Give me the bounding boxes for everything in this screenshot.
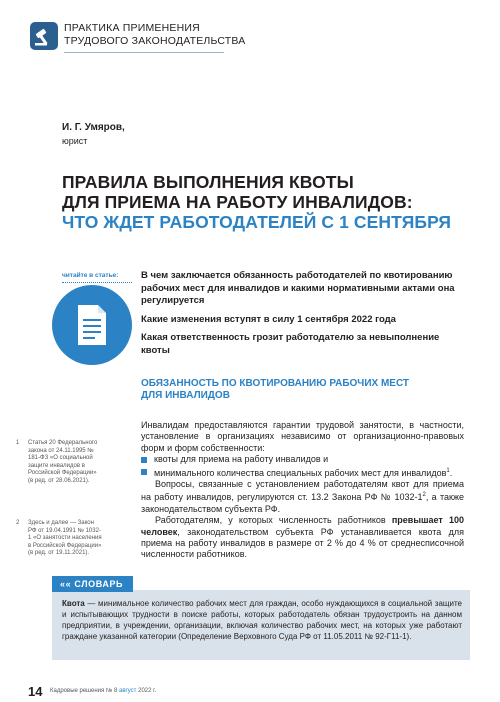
footnote-number: 1 [16,440,20,446]
list-item-end: . [449,467,453,478]
issue-year: 2022 г. [136,688,157,694]
list-item [141,454,464,465]
article-contents [141,270,461,363]
footnote: Здесь и далее — Закон РФ от 19.04.1991 № 1032-1 «О занятости населения в Российской Федерации» (в ред. от 19.11.2021). [28,520,102,556]
document-icon [52,285,132,365]
paragraph-text: , законодательством субъекта РФ устанавливается квота для приема на работу инвалидов в размере от 2 % до 4 % от среднесписочной численности работников. [141,526,464,560]
glossary-label: СЛОВАРЬ [74,579,124,589]
contents-item: Какие изменения вступят в силу 1 сентября 2022 года [141,313,396,325]
contents-item: В чем заключается обязанность работодателей по квотированию рабочих мест для инвалидов и какими нормативными актами она регулируется [141,270,455,306]
glossary-definition: — минимальное количество рабочих мест для граждан, особо нуждающихся в социальной защите и испытывающих трудности в поиске работы, которых работодатель обязан трудоустроить на данном предприятии, в учреждении, организации, включая количество рабочих мест, на которых уже работают граждане указанной категории (Определение Верховного Суда РФ от 11.05.2011 № 92-Г11-1). [62,599,462,641]
list-item [141,466,464,479]
section-heading-line-1: ОБЯЗАННОСТЬ ПО КВОТИРОВАНИЮ РАБОЧИХ МЕСТ [141,378,410,389]
rubric-line-1: ПРАКТИКА ПРИМЕНЕНИЯ [64,22,200,34]
paragraph-text: Вопросы, связанные с установлением работодателям квот для приема на работу инвалидов, регулируются ст. 13.2 Закона РФ № 1032-1 [141,479,464,503]
section-heading-line-2: ДЛЯ ИНВАЛИДОВ [141,390,230,401]
guarantees-list [141,454,464,479]
footnote: Статья 20 Федерального закона от 24.11.1995 № 181-ФЗ «О социальной защите инвалидов в Российской Федерации» (в ред. от 28.06.2021). [28,440,98,484]
paragraph: Инвалидам предоставляются гарантии трудовой занятости, в частности, установление в организациях независимо от организационно-правовых форм и форм собственности: [141,420,464,453]
paragraph [141,479,464,515]
glossary-term: Квота [62,599,85,608]
glossary-entry [62,598,462,642]
rubric-line-2: ТРУДОВОГО ЗАКОНОДАТЕЛЬСТВА [64,35,246,47]
article-title [62,172,451,232]
paragraph-text: , а также законодательством субъекта РФ. [141,492,464,514]
page-number: 14 [28,684,43,699]
read-in-article-label: читайте в статье: [62,272,119,279]
contents-item: Какая ответственность грозит работодателю за невыполнение квоты [141,332,440,356]
title-line-1: ПРАВИЛА ВЫПОЛНЕНИЯ КВОТЫ [62,172,354,192]
footnote-ref: 1 [446,467,450,474]
read-label-divider [62,282,132,283]
gavel-icon [30,22,58,50]
article-body [141,420,464,561]
author-role: юрист [62,136,88,146]
paragraph-text: Работодателям, у которых численность работников [155,515,392,526]
title-line-2: ДЛЯ ПРИЕМА НА РАБОТУ ИНВАЛИДОВ: [62,192,413,212]
arrows-icon: «« [60,579,75,589]
section-heading [141,378,441,402]
emphasis: превышает 100 человек [141,515,464,537]
footnote-number: 2 [16,520,20,526]
list-item-text: квоты для приема на работу инвалидов и [154,454,329,465]
issue-month: август [119,688,137,694]
glossary-tab [52,576,133,592]
section-rubric [64,22,245,48]
title-line-3: ЧТО ЖДЕТ РАБОТОДАТЕЛЕЙ С 1 СЕНТЯБРЯ [62,212,452,232]
author-name: И. Г. Умяров, [62,122,125,133]
header-divider [64,52,224,53]
paragraph [141,515,464,561]
list-item-text: минимального количества специальных рабочих мест для инвалидов [154,467,447,478]
page-header [0,0,500,70]
footnote-ref: 2 [422,492,426,499]
issue-info [50,688,156,694]
issue-title: Кадровые решения № 8 [50,688,120,694]
